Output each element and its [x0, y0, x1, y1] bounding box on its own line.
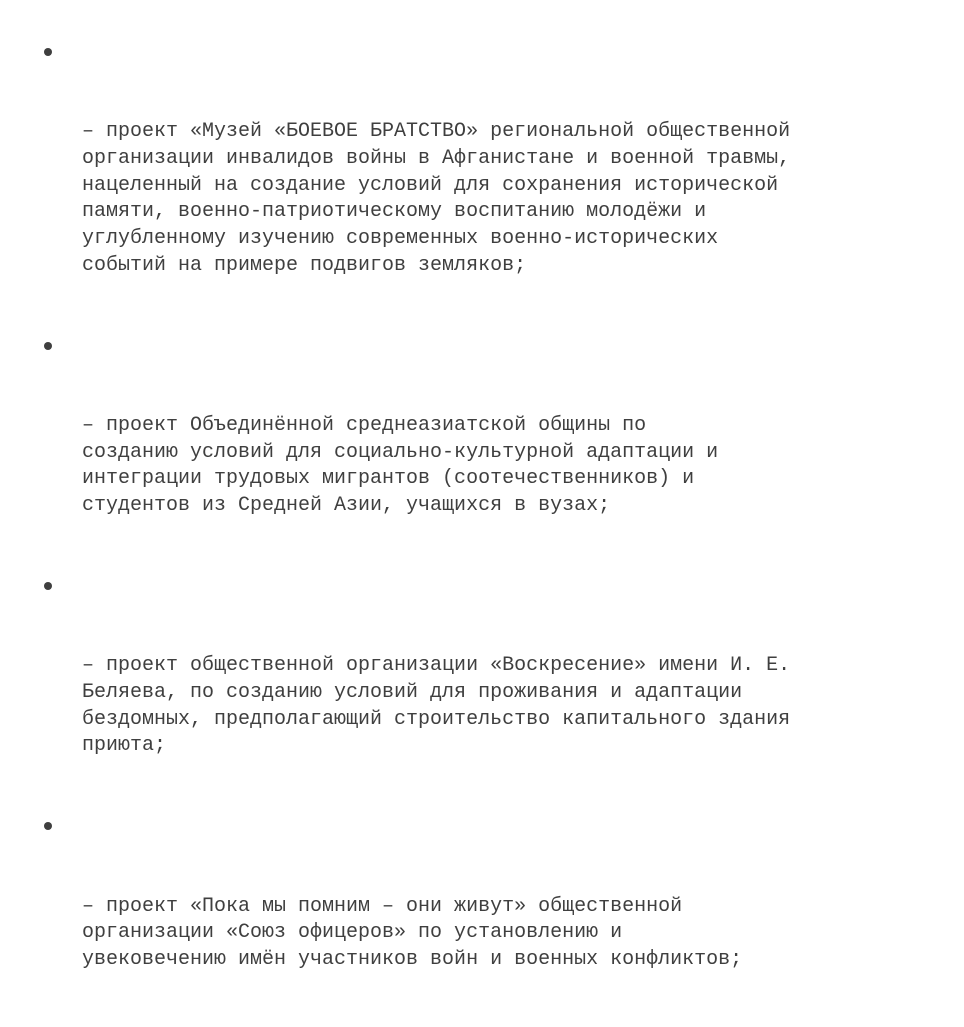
project-list: [40, 39, 940, 1027]
bullet-icon: [44, 48, 52, 56]
list-item-text: – проект «Пока мы помним – они живут» общественной организации «Союз офицеров» по установлению и увековечению имён участников войн и военных конфликтов;: [82, 894, 743, 971]
list-item: [40, 39, 940, 333]
list-item-text: – проект общественной организации «Воскресение» имени И. Е. Беляева, по созданию условий для проживания и адаптации бездомных, предполагающий строительство капитального здания приюта;: [82, 654, 791, 758]
bullet-icon: [44, 822, 52, 830]
list-item: [40, 333, 940, 573]
list-item-text: – проект «Музей «БОЕВОЕ БРАТСТВО» региональной общественной организации инвалидов войны в Афганистане и военной травмы, нацеленный на создание условий для сохранения исторической памяти, военно-патриотическому воспитанию молодёжи и углубленному изучению современных военно-исторических событий на примере подвигов земляков;: [82, 120, 791, 277]
list-item: [40, 813, 940, 1027]
bullet-icon: [44, 342, 52, 350]
list-item: [40, 573, 940, 813]
bullet-icon: [44, 582, 52, 590]
list-item-text: – проект Объединённой среднеазиатской общины по созданию условий для социально-культурной адаптации и интеграции трудовых мигрантов (соотечественников) и студентов из Средней Азии, учащихся в вузах;: [82, 413, 719, 517]
